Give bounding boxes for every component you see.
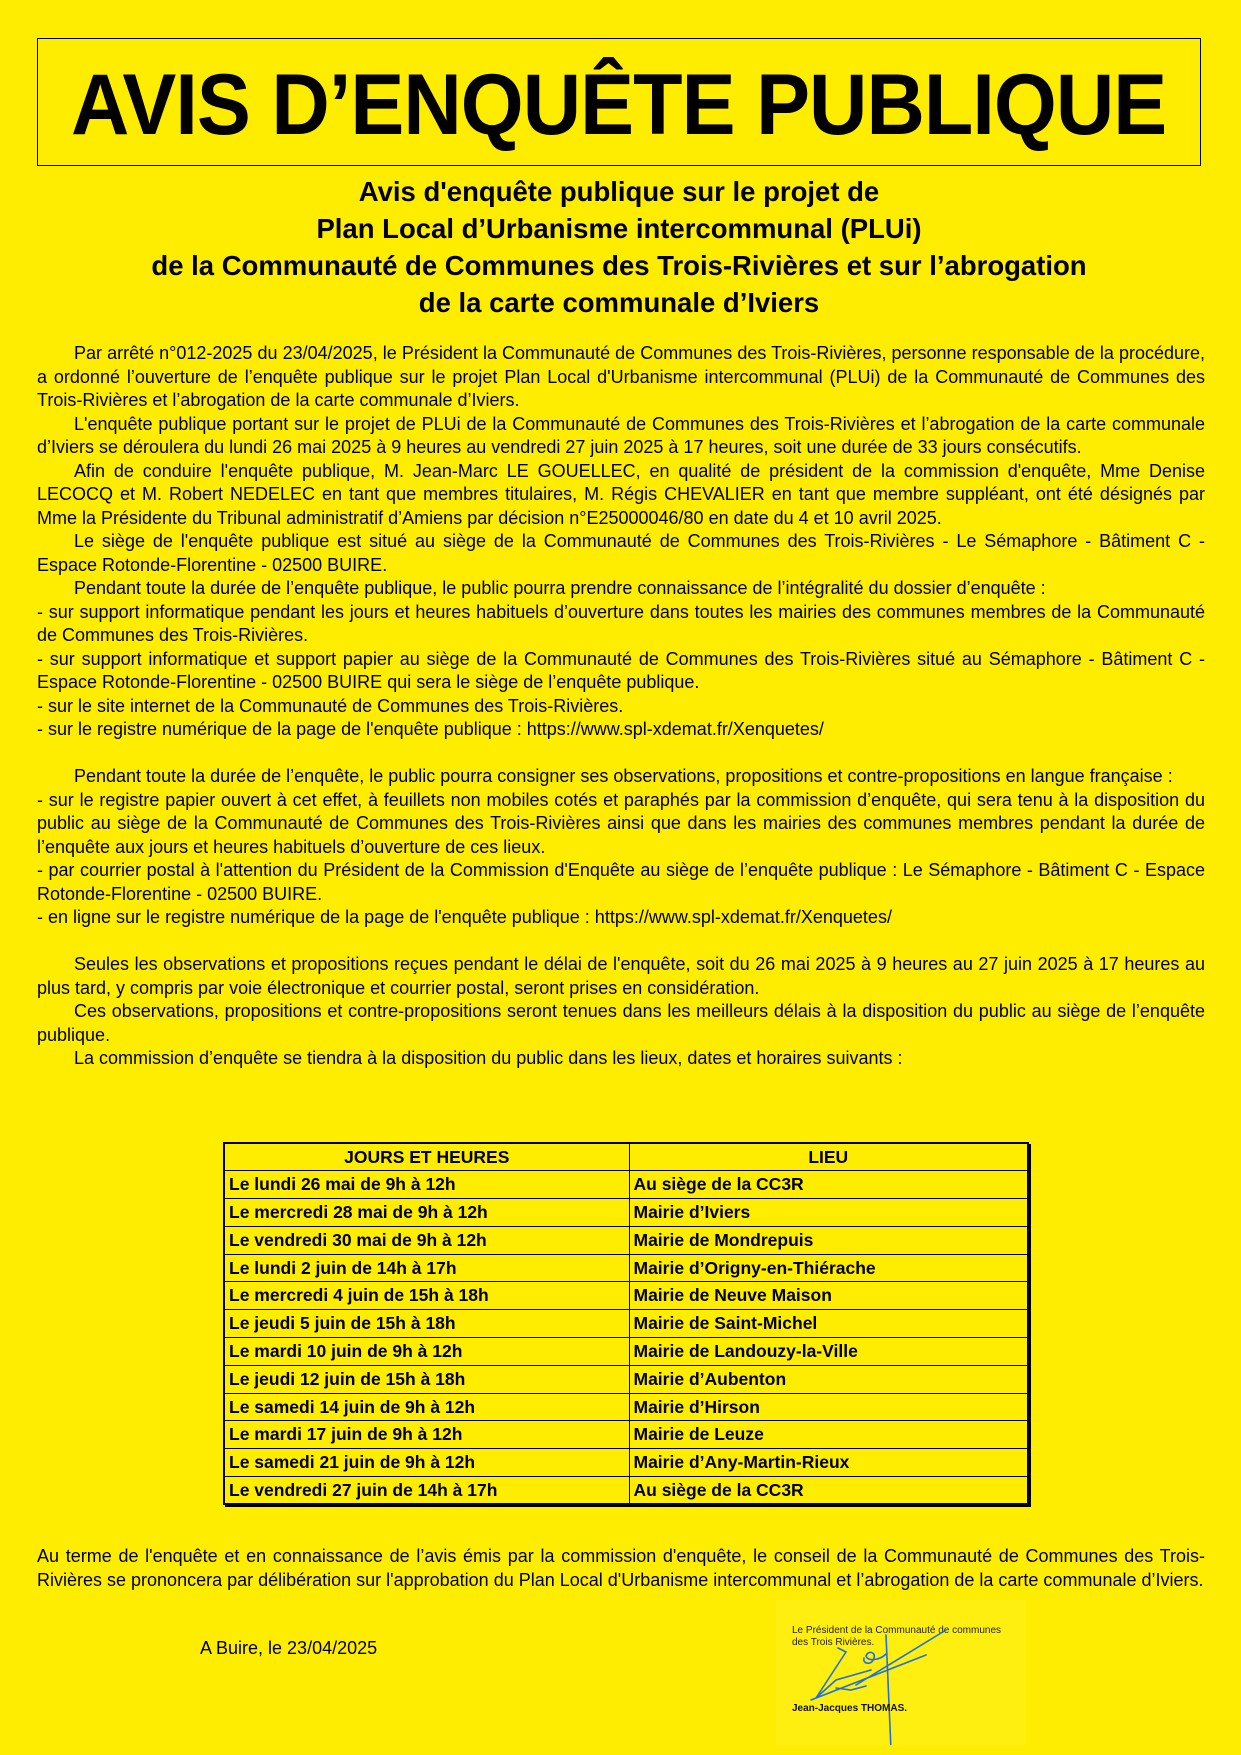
cell-day: Le jeudi 5 juin de 15h à 18h <box>224 1310 629 1338</box>
list-item: - sur le registre numérique de la page de l'enquête publique : https://www.spl-xdemat.fr/Xenquetes/ <box>37 719 824 739</box>
cell-place: Mairie d’Hirson <box>629 1393 1028 1421</box>
handwritten-signature <box>776 1600 1026 1745</box>
paragraph-schedule-intro: La commission d’enquête se tiendra à la disposition du public dans les lieux, dates et horaires suivants : <box>74 1048 903 1068</box>
cell-place: Au siège de la CC3R <box>629 1171 1028 1199</box>
page-title: AVIS D’ENQUÊTE PUBLIQUE <box>71 56 1167 153</box>
subtitle-line: de la carte communale d’Iviers <box>418 287 820 318</box>
signatory-role-line: Le Président de la Communauté de communes <box>792 1625 1002 1636</box>
cell-place: Mairie de Neuve Maison <box>629 1282 1028 1310</box>
paragraph-availability: Ces observations, propositions et contre-propositions seront tenues dans les meilleurs délais à la disposition du public au siège de l’enquête publique. <box>37 1001 1205 1045</box>
table-row <box>224 1477 1028 1505</box>
table-row <box>224 1393 1028 1421</box>
paragraph-consultation: Pendant toute la durée de l’enquête publique, le public pourra prendre connaissance de l’intégralité du dossier d’enquête : <box>74 578 1046 598</box>
schedule-table <box>223 1142 1029 1505</box>
cell-day: Le mardi 17 juin de 9h à 12h <box>224 1421 629 1449</box>
cell-day: Le mercredi 4 juin de 15h à 18h <box>224 1282 629 1310</box>
cell-day: Le samedi 14 juin de 9h à 12h <box>224 1393 629 1421</box>
column-header-place: LIEU <box>629 1143 1028 1171</box>
table-header-row <box>224 1143 1028 1171</box>
table-row <box>224 1226 1028 1254</box>
subtitle <box>37 173 1201 321</box>
table-row <box>224 1254 1028 1282</box>
cell-day: Le mercredi 28 mai de 9h à 12h <box>224 1199 629 1227</box>
cell-place: Mairie de Landouzy-la-Ville <box>629 1338 1028 1366</box>
cell-place: Mairie de Leuze <box>629 1421 1028 1449</box>
cell-day: Le lundi 2 juin de 14h à 17h <box>224 1254 629 1282</box>
cell-place: Mairie de Saint-Michel <box>629 1310 1028 1338</box>
table-row <box>224 1171 1028 1199</box>
cell-place: Mairie d’Aubenton <box>629 1365 1028 1393</box>
list-item: - sur support informatique et support papier au siège de la Communauté de Communes des Trois-Rivières situé au Sémaphore - Bâtiment C - Espace Rotonde-Florentine - 02500 BUIRE qui sera le siège de l’enquête publique. <box>37 648 1205 692</box>
list-item: - sur le site internet de la Communauté de Communes des Trois-Rivières. <box>37 695 624 716</box>
signature-block <box>776 1600 1026 1745</box>
table-row <box>224 1421 1028 1449</box>
cell-day: Le mardi 10 juin de 9h à 12h <box>224 1338 629 1366</box>
table-row <box>224 1449 1028 1477</box>
cell-day: Le vendredi 30 mai de 9h à 12h <box>224 1226 629 1254</box>
place-and-date: A Buire, le 23/04/2025 <box>200 1638 378 1658</box>
paragraph-seat: Le siège de l'enquête publique est situé au siège de la Communauté de Communes des Trois-Rivières - Le Sémaphore - Bâtiment C - Espace Rotonde-Florentine - 02500 BUIRE. <box>37 531 1205 575</box>
cell-place: Mairie d’Iviers <box>629 1199 1028 1227</box>
cell-place: Au siège de la CC3R <box>629 1477 1028 1505</box>
signatory-name: Jean-Jacques THOMAS. <box>792 1703 908 1714</box>
list-item: - sur support informatique pendant les jours et heures habituels d’ouverture dans toutes les mairies des communes membres de la Communauté de Communes des Trois-Rivières. <box>37 601 1205 645</box>
table-row <box>224 1365 1028 1393</box>
list-item: - par courrier postal à l'attention du Président de la Commission d'Enquête au siège de l’enquête publique : Le Sémaphore - Bâtiment C - Espace Rotonde-Florentine - 02500 BUIRE. <box>37 860 1205 904</box>
cell-place: Mairie d’Any-Martin-Rieux <box>629 1449 1028 1477</box>
cell-place: Mairie de Mondrepuis <box>629 1226 1028 1254</box>
cell-day: Le samedi 21 juin de 9h à 12h <box>224 1449 629 1477</box>
cell-day: Le lundi 26 mai de 9h à 12h <box>224 1171 629 1199</box>
table-row <box>224 1282 1028 1310</box>
list-item: - en ligne sur le registre numérique de la page de l'enquête publique : https://www.spl-xdemat.fr/Xenquetes/ <box>37 907 892 927</box>
subtitle-line: Avis d'enquête publique sur le projet de <box>358 176 880 207</box>
paragraph-deadline: Seules les observations et propositions reçues pendant le délai de l'enquête, soit du 26 mai 2025 à 9 heures au 27 juin 2025 à 17 heures au plus tard, y compris par voie électronique et courrier postal, seront prises en considération. <box>37 954 1205 998</box>
subtitle-line: Plan Local d’Urbanisme intercommunal (PLUi) <box>316 213 922 244</box>
paragraph-decree: Par arrêté n°012-2025 du 23/04/2025, le Président la Communauté de Communes des Trois-Rivières, personne responsable de la procédure, a ordonné l’ouverture de l’enquête publique sur le projet Plan Local d'Urbanisme intercommunal (PLUi) de la Communauté de Communes des Trois-Rivières et l’abrogation de la carte communale d’Iviers. <box>37 343 1205 410</box>
table-row <box>224 1338 1028 1366</box>
paragraph-dates: L'enquête publique portant sur le projet de PLUi de la Communauté de Communes des Trois-Rivières et l’abrogation de la carte communale d’Iviers se déroulera du lundi 26 mai 2025 à 9 heures au vendredi 27 juin 2025 à 17 heures, soit une durée de 33 jours consécutifs. <box>37 413 1205 457</box>
column-header-days: JOURS ET HEURES <box>224 1143 629 1171</box>
signatory-role-line: des Trois Rivières. <box>792 1637 875 1648</box>
cell-day: Le jeudi 12 juin de 15h à 18h <box>224 1365 629 1393</box>
table-row <box>224 1199 1028 1227</box>
notice-body <box>37 342 1205 1071</box>
table-row <box>224 1310 1028 1338</box>
paragraph-commission: Afin de conduire l'enquête publique, M. Jean-Marc LE GOUELLEC, en qualité de président de la commission d'enquête, Mme Denise LECOCQ et M. Robert NEDELEC en tant que membres titulaires, M. Régis CHEVALIER en tant que membre suppléant, ont été désignés par Mme la Présidente du Tribunal administratif d’Amiens par décision n°E25000046/80 en date du 4 et 10 avril 2025. <box>37 460 1205 528</box>
paragraph-observations: Pendant toute la durée de l’enquête, le public pourra consigner ses observations, propositions et contre-propositions en langue française : <box>74 766 1173 786</box>
subtitle-line: de la Communauté de Communes des Trois-Rivières et sur l’abrogation <box>151 250 1087 281</box>
cell-place: Mairie d’Origny-en-Thiérache <box>629 1254 1028 1282</box>
list-item: - sur le registre papier ouvert à cet effet, à feuillets non mobiles cotés et paraphés par la commission d’enquête, qui sera tenu à la disposition du public au siège de la Communauté de Communes des Trois-Rivières ainsi que dans les mairies des communes membres pendant la durée de l’enquête aux jours et heures habituels d’ouverture de ces lieux. <box>37 789 1205 857</box>
title-banner <box>37 38 1201 166</box>
closing-paragraph: Au terme de l'enquête et en connaissance de l’avis émis par la commission d'enquête, le conseil de la Communauté de Communes des Trois-Rivières se prononcera par délibération sur l'approbation du Plan Local d'Urbanisme intercommunal et l’abrogation de la carte communale d’Iviers. <box>37 1546 1205 1590</box>
cell-day: Le vendredi 27 juin de 14h à 17h <box>224 1477 629 1505</box>
